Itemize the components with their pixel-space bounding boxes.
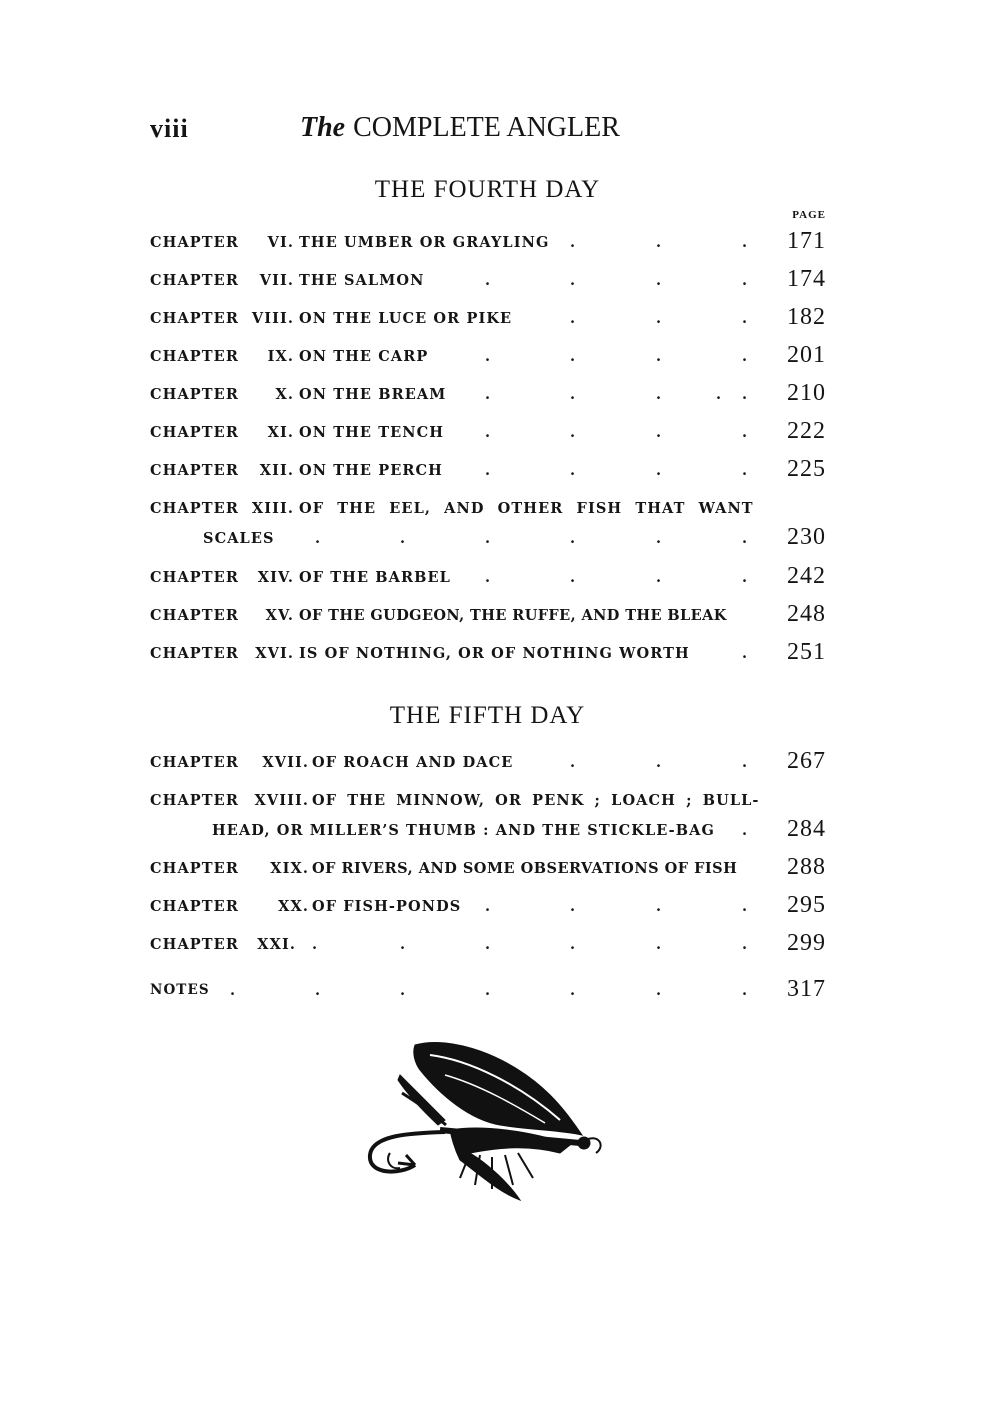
toc-entry[interactable]	[150, 894, 826, 918]
chapter-title: ON THE CARP	[299, 348, 429, 365]
chapter-number: XVI.	[255, 645, 294, 662]
chapter-label: CHAPTER	[150, 500, 239, 517]
chapter-title: OF ROACH AND DACE	[312, 754, 514, 771]
chapter-title: OF THE MINNOW, OR PENK ; LOACH ; BULL-	[312, 792, 760, 809]
chapter-label: CHAPTER	[150, 569, 239, 586]
chapter-label: CHAPTER	[150, 462, 239, 479]
chapter-number: XXI.	[257, 936, 296, 953]
chapter-label: CHAPTER	[150, 272, 239, 289]
toc-entry[interactable]	[150, 603, 826, 627]
toc-entry[interactable]	[150, 420, 826, 444]
chapter-label: CHAPTER	[150, 645, 239, 662]
page-ref: 295	[787, 892, 826, 918]
running-head-title: COMPLETE ANGLER	[353, 112, 620, 143]
page-ref: 210	[787, 380, 826, 406]
toc-entry[interactable]	[150, 306, 826, 330]
page-number: viii	[150, 114, 189, 143]
running-head	[300, 112, 680, 144]
chapter-title: THE UMBER OR GRAYLING	[299, 234, 550, 251]
chapter-number: XII.	[259, 462, 294, 479]
toc-entry[interactable]	[150, 641, 826, 665]
chapter-label: CHAPTER	[150, 424, 239, 441]
chapter-label: CHAPTER	[150, 754, 239, 771]
chapter-title: ON THE BREAM	[299, 386, 447, 403]
chapter-label: CHAPTER	[150, 936, 239, 953]
chapter-number: X.	[275, 386, 294, 403]
chapter-title: OF THE EEL, AND OTHER FISH THAT WANT	[299, 500, 754, 517]
page-ref: 251	[787, 639, 826, 665]
chapter-number: IX.	[267, 348, 294, 365]
page-column-label: PAGE	[792, 209, 826, 221]
toc-entry[interactable]	[150, 496, 826, 520]
chapter-number: XIII.	[251, 500, 294, 517]
chapter-title: ON THE TENCH	[299, 424, 445, 441]
leader-dots: . . .	[570, 310, 749, 327]
chapter-label: CHAPTER	[150, 310, 239, 327]
toc-entry-continuation[interactable]	[150, 818, 826, 842]
page-ref: 230	[787, 524, 826, 550]
page-ref: 201	[787, 342, 826, 368]
leader-dots: . . . .	[485, 272, 749, 289]
chapter-label: CHAPTER	[150, 607, 239, 624]
page-ref: 182	[787, 304, 826, 330]
chapter-title-continuation: SCALES	[203, 530, 275, 547]
chapter-number: XIX.	[270, 860, 309, 877]
chapter-number: XX.	[278, 898, 309, 915]
chapter-number: XV.	[265, 607, 294, 624]
fishing-fly-icon	[360, 1035, 610, 1210]
chapter-label: CHAPTER	[150, 860, 239, 877]
toc-entry[interactable]	[150, 268, 826, 292]
toc-entry[interactable]	[150, 932, 826, 956]
chapter-title-continuation: HEAD, OR MILLER’S THUMB : AND THE STICKLE-BAG	[212, 822, 715, 839]
toc-entry[interactable]	[150, 856, 826, 880]
leader-dots: . . . .	[485, 424, 749, 441]
chapter-label: CHAPTER	[150, 234, 239, 251]
toc-entry[interactable]	[150, 230, 826, 254]
chapter-number: XVII.	[262, 754, 309, 771]
toc-entry[interactable]	[150, 978, 826, 1002]
leader-dots: . . . .	[485, 462, 749, 479]
page-ref: 248	[787, 601, 826, 627]
page-ref: 267	[787, 748, 826, 774]
leader-dots: . . . .	[485, 569, 749, 586]
page-ref: 242	[787, 563, 826, 589]
toc-entry[interactable]	[150, 788, 826, 812]
page-ref: 174	[787, 266, 826, 292]
page-ref: 288	[787, 854, 826, 880]
page-ref: 317	[787, 976, 826, 1002]
leader-dots: . . . .	[485, 898, 749, 915]
chapter-number: VIII.	[251, 310, 294, 327]
leader-dots: . . . . . .	[315, 530, 749, 547]
toc-entry-continuation[interactable]	[150, 526, 826, 550]
chapter-title: ON THE PERCH	[299, 462, 443, 479]
chapter-label: CHAPTER	[150, 348, 239, 365]
chapter-number: XVIII.	[254, 792, 309, 809]
chapter-number: VI.	[267, 234, 294, 251]
leader-dots: . . .	[570, 754, 749, 771]
chapter-title: OF RIVERS, AND SOME OBSERVATIONS OF FISH	[312, 860, 738, 877]
page-ref: 284	[787, 816, 826, 842]
chapter-title: IS OF NOTHING, OR OF NOTHING WORTH	[299, 645, 690, 662]
chapter-title: OF THE GUDGEON, THE RUFFE, AND THE BLEAK	[299, 607, 727, 624]
chapter-number: VII.	[259, 272, 294, 289]
chapter-title: THE SALMON	[299, 272, 425, 289]
page-ref: 225	[787, 456, 826, 482]
leader-dots: . . . . . . .	[230, 982, 749, 999]
leader-dots: . . . .	[485, 348, 749, 365]
chapter-label: CHAPTER	[150, 386, 239, 403]
page-ref: 222	[787, 418, 826, 444]
page-ref: 299	[787, 930, 826, 956]
toc-entry[interactable]	[150, 565, 826, 589]
chapter-number: XI.	[267, 424, 294, 441]
leader-dots: . . . . .	[485, 386, 749, 403]
chapter-label: CHAPTER	[150, 898, 239, 915]
chapter-number: XIV.	[257, 569, 294, 586]
running-head-the: The	[300, 112, 346, 143]
leader-dots: . . . . . .	[312, 936, 749, 953]
leader-dots: . . .	[570, 234, 749, 251]
leader-dots: .	[742, 822, 749, 839]
toc-entry[interactable]	[150, 344, 826, 368]
toc-entry[interactable]	[150, 750, 826, 774]
leader-dots: .	[742, 645, 749, 662]
chapter-label: CHAPTER	[150, 792, 239, 809]
fourth-day-heading: THE FOURTH DAY	[374, 176, 601, 203]
toc-entry[interactable]	[150, 382, 826, 406]
notes-label: NOTES	[150, 982, 210, 998]
fifth-day-heading: THE FIFTH DAY	[389, 702, 586, 729]
chapter-title: ON THE LUCE OR PIKE	[299, 310, 513, 327]
chapter-title: OF FISH-PONDS	[312, 898, 462, 915]
toc-entry[interactable]	[150, 458, 826, 482]
chapter-title: OF THE BARBEL	[299, 569, 451, 586]
page-ref: 171	[787, 228, 826, 254]
